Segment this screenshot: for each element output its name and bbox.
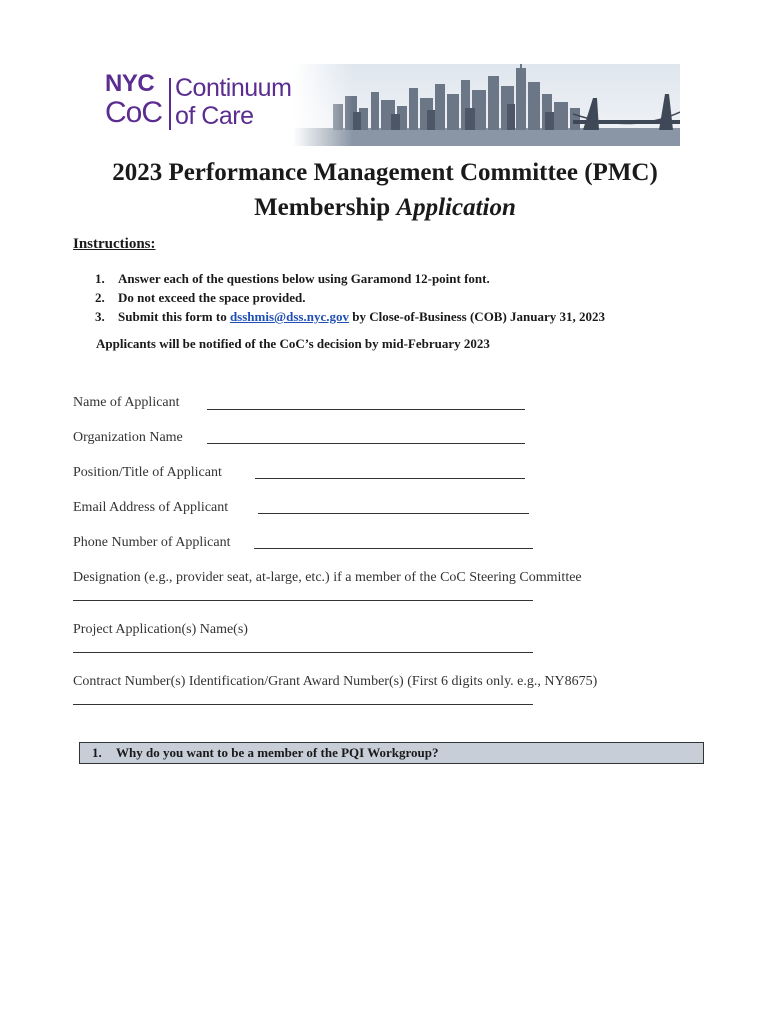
notification-notice: Applicants will be notified of the CoC’s decision by mid-February 2023: [96, 336, 490, 351]
instruction-item: [95, 307, 605, 326]
position-title-label: Position/Title of Applicant: [73, 465, 222, 480]
contract-number-field[interactable]: [73, 704, 533, 705]
email-address-label: Email Address of Applicant: [73, 500, 229, 515]
question-number: 1.: [92, 745, 102, 760]
subtitle-italic: Application: [396, 194, 516, 221]
contract-number-label: Contract Number(s) Identification/Grant Award Number(s) (First 6 digits only. e.g., NY8675): [73, 674, 598, 689]
instruction-text: Do not exceed the space provided.: [118, 290, 306, 305]
logo-coc-text: CoC: [105, 96, 163, 129]
email-address-field[interactable]: [258, 513, 529, 514]
applicant-name-label: Name of Applicant: [73, 395, 180, 410]
organization-name-label: Organization Name: [73, 430, 183, 445]
instructions-list: [95, 269, 605, 326]
instruction-text-after: by Close-of-Business (COB) January 31, 2023: [348, 309, 606, 324]
instruction-item: [95, 269, 605, 288]
instruction-number: 3.: [95, 309, 105, 324]
instruction-number: 1.: [95, 271, 105, 286]
organization-name-field[interactable]: [207, 443, 525, 444]
subtitle-plain: Membership: [254, 194, 397, 221]
applicant-name-field[interactable]: [207, 409, 525, 410]
email-link[interactable]: dsshmis@dss.nyc.gov: [229, 309, 349, 324]
instruction-text: Answer each of the questions below using Garamond 12-point font.: [118, 271, 490, 286]
project-application-field[interactable]: [73, 652, 533, 653]
document-title: 2023 Performance Management Committee (PMC): [112, 159, 658, 186]
instruction-text-before: Submit this form to: [118, 309, 230, 324]
logo-divider: [169, 78, 171, 130]
instruction-item: [95, 288, 605, 307]
phone-number-field[interactable]: [254, 548, 533, 549]
logo-of-care-text: of Care: [175, 102, 254, 130]
position-title-field[interactable]: [255, 478, 525, 479]
logo-nyc-text: NYC: [105, 70, 155, 97]
instructions-heading: Instructions:: [73, 236, 156, 252]
document-subtitle: [0, 193, 770, 223]
question-text: Why do you want to be a member of the PQI Workgroup?: [116, 745, 439, 760]
designation-field[interactable]: [73, 600, 533, 601]
phone-number-label: Phone Number of Applicant: [73, 535, 231, 550]
logo-continuum-text: Continuum: [175, 74, 292, 102]
project-application-label: Project Application(s) Name(s): [73, 622, 248, 637]
city-skyline-image: [293, 64, 680, 146]
question-1-header: [79, 742, 704, 764]
designation-label: Designation (e.g., provider seat, at-large, etc.) if a member of the CoC Steering Committee: [73, 570, 582, 585]
instruction-number: 2.: [95, 290, 105, 305]
nyc-coc-logo: [105, 64, 680, 146]
